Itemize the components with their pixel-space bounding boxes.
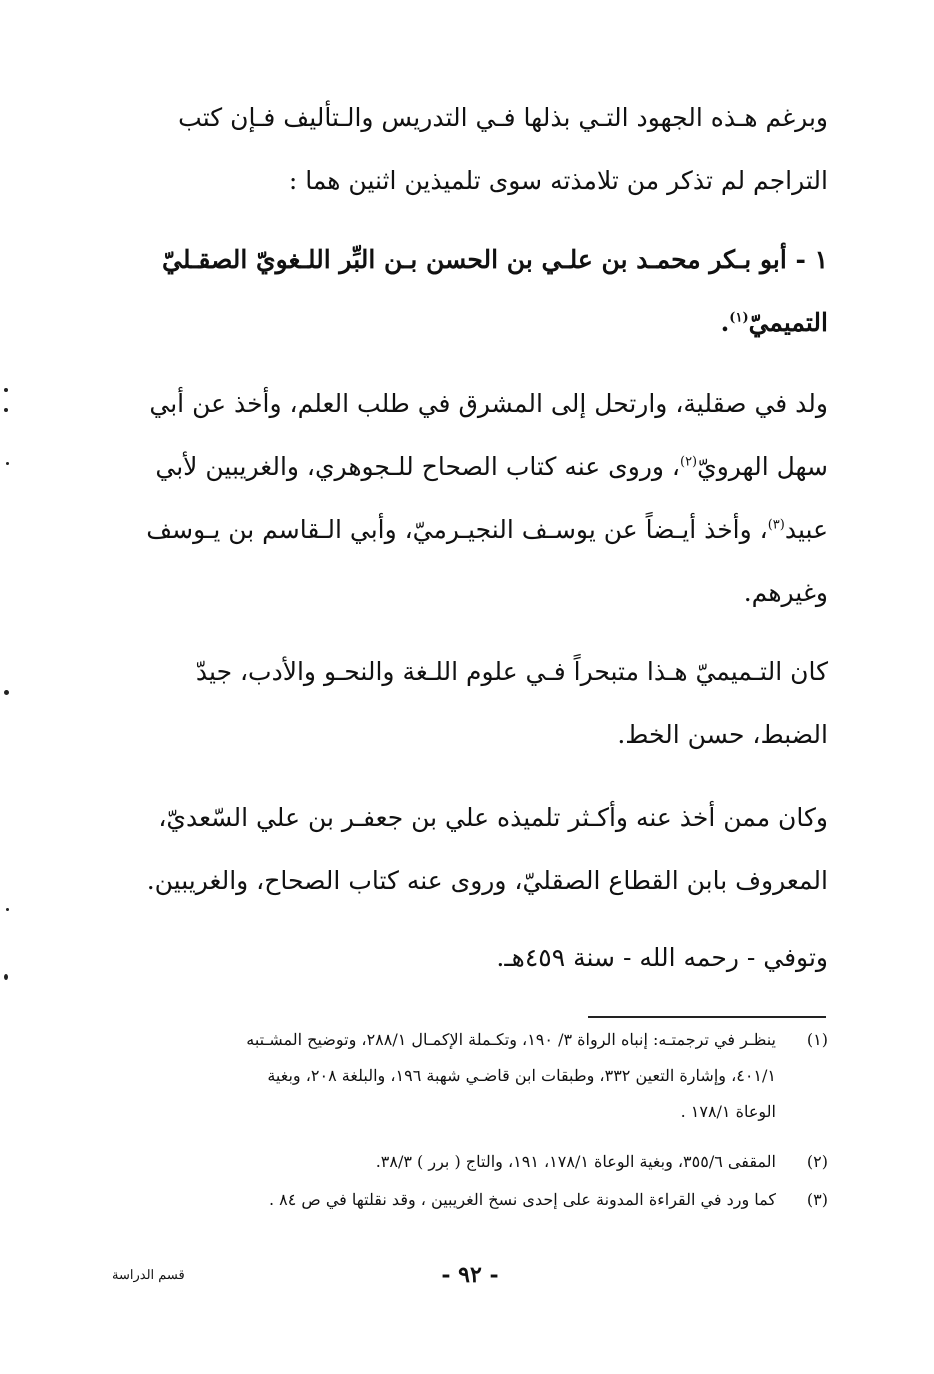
intro-paragraph bbox=[112, 86, 828, 212]
footnote-2 bbox=[112, 1144, 828, 1180]
scan-speck bbox=[4, 388, 8, 392]
footnote-text bbox=[112, 1144, 776, 1180]
bio-line bbox=[112, 435, 828, 498]
footnote-line: ينظـر في ترجمتـه: إنباه الرواة ٣/ ١٩٠، وتكـملة الإكمـال ٢٨٨/١، وتوضيح المشـتبه bbox=[246, 1030, 776, 1049]
bio-text: سهل الهرويّ bbox=[697, 452, 828, 481]
disciple-line: المعروف بابن القطاع الصقليّ، وروى عنه كتاب الصحاح، والغريبين. bbox=[146, 866, 828, 895]
footnote-line: المقفى ٣٥٥/٦، وبغية الوعاة ١٧٨/١، ١٩١، والتاج ( برر ) ٣٨/٣. bbox=[375, 1152, 776, 1171]
intro-line: التراجم لم تذكر من تلامذته سوى تلميذين اثنين هما : bbox=[288, 166, 828, 195]
description-line: كان التـميميّ هـذا متبحراً فـي علوم اللـغة والنحـو والأدب، جيدّ bbox=[195, 657, 828, 686]
footnote-line: ٤٠١/١، وإشارة التعين ٣٣٢، وطبقات ابن قاضـي شهبة ١٩٦، والبلغة ٢٠٨، وبغية bbox=[267, 1066, 776, 1085]
bio-text: عبيد bbox=[784, 515, 828, 544]
footnote-separator bbox=[588, 1016, 826, 1018]
disciple-line: وكان ممن أخذ عنه وأكـثر تلميذه علي بن جعفـر بن علي السّعديّ، bbox=[158, 803, 828, 832]
heading-line bbox=[112, 291, 828, 354]
section-name: قسم الدراسة bbox=[112, 1268, 185, 1283]
bio-text: ، وروى عنه كتاب الصحاح للـجوهري، والغريبين لأبي bbox=[155, 452, 680, 481]
footnote-number: (٣) bbox=[806, 1190, 828, 1209]
scan-speck bbox=[4, 690, 9, 695]
footnote-number: (١) bbox=[806, 1030, 828, 1049]
death-paragraph bbox=[112, 926, 828, 989]
footnote-ref: (١) bbox=[729, 310, 749, 326]
death-line: وتوفي - رحمه الله - سنة ٤٥٩هـ. bbox=[496, 943, 828, 972]
disciple-paragraph bbox=[112, 786, 828, 912]
footnote-3 bbox=[112, 1182, 828, 1218]
scan-speck bbox=[6, 462, 9, 465]
student-heading bbox=[112, 228, 828, 354]
footnote-number: (٢) bbox=[806, 1152, 828, 1171]
footnote-line: كما ورد في القراءة المدونة على إحدى نسخ الغريبين ، وقد نقلتها في ص ٨٤ . bbox=[268, 1190, 776, 1209]
heading-line: ١ - أبو بـكر محمـد بن علـي بن الحسن بـن البِّر اللـغويّ الصقـليّ bbox=[161, 245, 828, 274]
page-number: - ٩٢ - bbox=[441, 1262, 499, 1288]
bio-line bbox=[112, 498, 828, 561]
bio-paragraph bbox=[112, 372, 828, 624]
footnote-text bbox=[112, 1022, 776, 1130]
bio-line: ولد في صقلية، وارتحل إلى المشرق في طلب العلم، وأخذ عن أبي bbox=[149, 389, 828, 418]
scan-speck bbox=[4, 974, 8, 980]
intro-line: وبرغم هـذه الجهود التـي بذلها فـي التدريس والـتأليف فـإن كتب bbox=[178, 103, 828, 132]
footnote-ref: (٣) bbox=[767, 517, 785, 533]
footnote-ref: (٢) bbox=[679, 454, 698, 470]
footnote-line: الوعاة ١٧٨/١ . bbox=[680, 1102, 776, 1121]
footnote-text bbox=[112, 1182, 776, 1218]
footnote-1 bbox=[112, 1022, 828, 1130]
heading-name: التميميّ bbox=[748, 308, 828, 337]
scan-speck bbox=[6, 908, 9, 911]
scan-speck bbox=[4, 408, 8, 412]
bio-text: ، وأخذ أيـضاً عن يوسـف النجيـرميّ، وأبي الـقاسم بن يـوسف bbox=[146, 515, 768, 544]
bio-line: وغيرهم. bbox=[743, 578, 828, 607]
heading-punct: . bbox=[720, 308, 730, 337]
description-paragraph bbox=[112, 640, 828, 766]
description-line: الضبط، حسن الخط. bbox=[617, 720, 828, 749]
